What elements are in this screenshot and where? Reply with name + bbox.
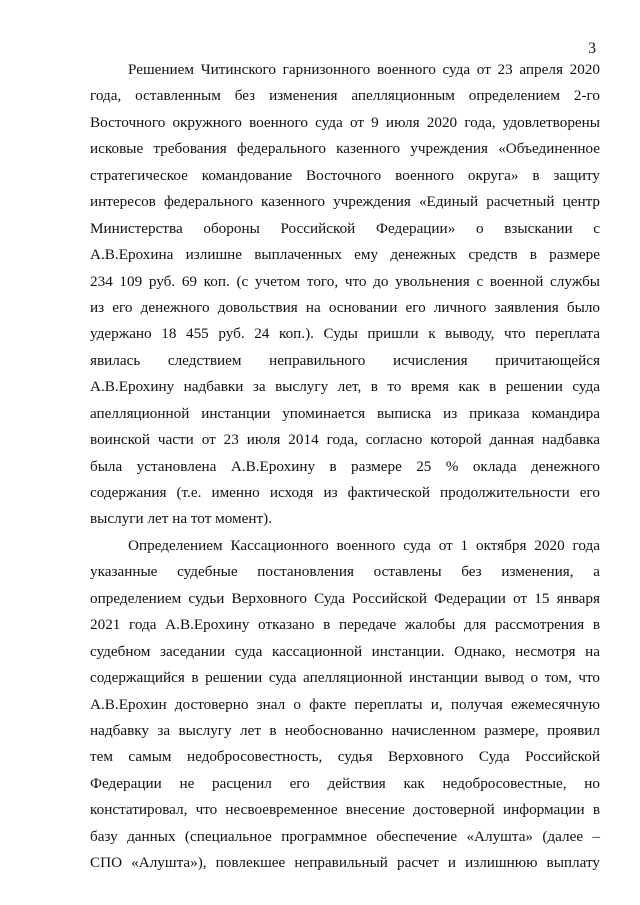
paragraph-line: стратегическое командование Восточного военного округа» в защиту <box>90 166 600 184</box>
paragraph-line: А.В.Ерохину надбавки за выслугу лет, в то время как в решении суда <box>90 378 600 396</box>
paragraph-line: года, оставленным без изменения апелляционным определением 2-го <box>90 87 600 105</box>
paragraph-line: указанные судебные постановления оставлены без изменения, а <box>90 563 600 581</box>
paragraph-line: апелляционной инстанции упоминается выписка из приказа командира <box>90 404 600 422</box>
paragraph-line: содержания (т.е. именно исходя из фактической продолжительности его <box>90 484 600 501</box>
paragraph-line: А.В.Ерохина излишне выплаченных ему денежных средств в размере <box>90 246 600 264</box>
paragraph-1 <box>90 57 600 533</box>
paragraph-line: надбавку за выслугу лет в необоснованно начисленном размере, проявил <box>90 721 600 739</box>
paragraph-line: из его денежного довольствия на основании его личного заявления было <box>90 298 600 316</box>
paragraph-line: 2021 года А.В.Ерохину отказано в передаче жалобы для рассмотрения в <box>90 616 600 634</box>
paragraph-line: воинской части от 23 июля 2014 года, согласно которой данная надбавка <box>90 431 600 449</box>
paragraph-line: СПО «Алушта»), повлекшее неправильный расчет и излишнюю выплату <box>90 854 600 872</box>
paragraph-line: Министерства обороны Российской Федерации» о взыскании с <box>90 219 600 237</box>
paragraph-line: А.В.Ерохин достоверно знал о факте переплаты и, получая ежемесячную <box>90 695 600 713</box>
page-number: 3 <box>588 40 596 57</box>
paragraph-line: выслуги лет на тот момент). <box>90 510 273 528</box>
paragraph-line: констатировал, что несвоевременное внесение достоверной информации в <box>90 801 600 819</box>
paragraph-line: интересов федерального казенного учреждения «Единый расчетный центр <box>90 193 600 211</box>
paragraph-line: тем самым недобросовестность, судья Верховного Суда Российской <box>90 748 600 766</box>
paragraph-line: была установлена А.В.Ерохину в размере 25 % оклада денежного <box>90 457 600 475</box>
paragraph-line: определением судьи Верховного Суда Российской Федерации от 15 января <box>90 589 600 607</box>
paragraph-line: исковые требования федерального казенного учреждения «Объединенное <box>90 140 600 158</box>
paragraph-line: Восточного окружного военного суда от 9 июля 2020 года, удовлетворены <box>90 113 600 131</box>
paragraph-line: удержано 18 455 руб. 24 коп.). Суды пришли к выводу, что переплата <box>90 325 600 343</box>
paragraph-line: явилась следствием неправильного исчисления причитающейся <box>90 351 600 369</box>
paragraph-2 <box>90 533 600 877</box>
paragraph-line: Решением Читинского гарнизонного военного суда от 23 апреля 2020 <box>128 61 600 78</box>
paragraph-line: 234 109 руб. 69 коп. (с учетом того, что до увольнения с военной службы <box>90 272 600 290</box>
paragraph-line: базу данных (специальное программное обеспечение «Алушта» (далее – <box>90 827 600 845</box>
body-text <box>90 57 600 877</box>
paragraph-line: содержащийся в решении суда апелляционной инстанции вывод о том, что <box>90 669 600 687</box>
paragraph-line: Определением Кассационного военного суда от 1 октября 2020 года <box>128 536 600 554</box>
paragraph-line: Федерации не расценил его действия как недобросовестные, но <box>90 774 600 792</box>
paragraph-line: судебном заседании суда кассационной инстанции. Однако, несмотря на <box>90 642 600 660</box>
